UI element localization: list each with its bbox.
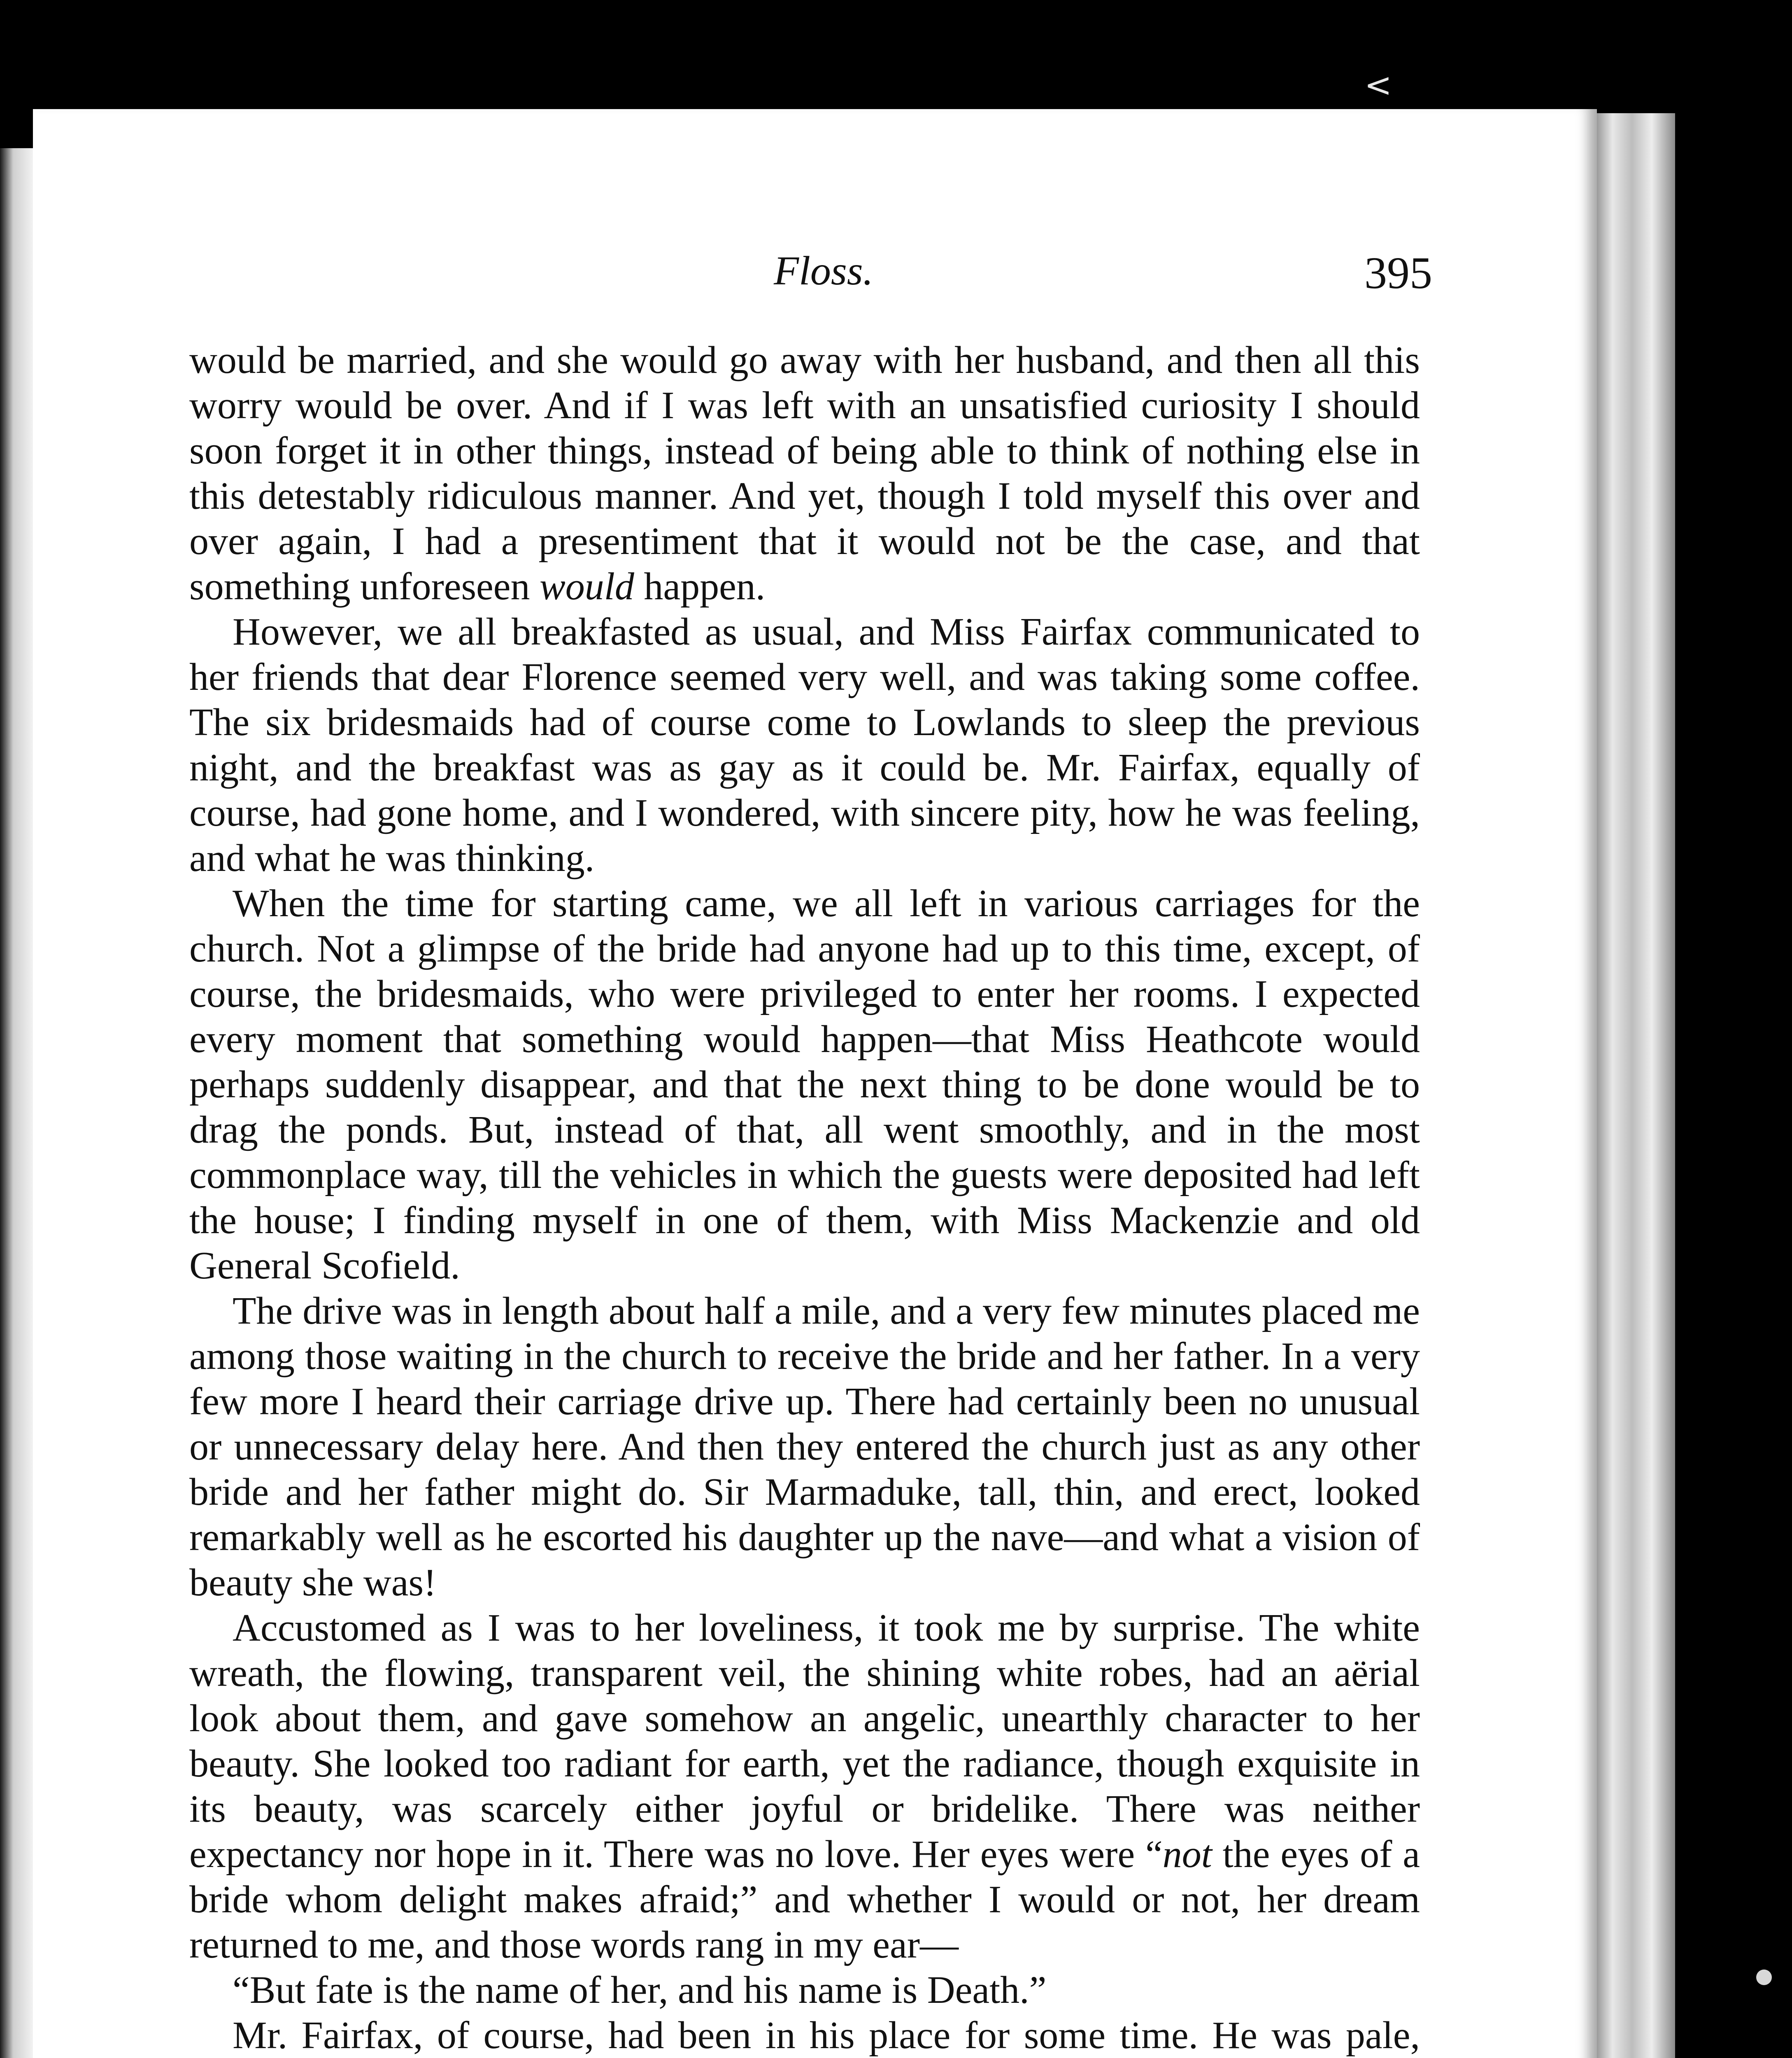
paragraph-2	[189, 609, 1420, 881]
running-title: Floss.	[774, 248, 873, 293]
scan-dot	[1756, 1970, 1772, 1985]
paragraph-text: The drive was in length about half a mile, and a very few minutes placed me among those waiting in the church to receive the bride and her father. In a very few more I heard their carriage drive up. There had certainly been no unusual or unnecessary delay here. And then they entered the church just as any other bride and her father might do. Sir Marmaduke, tall, thin, and erect, looked remarkably well as he escorted his daughter up the nave—and what a vision of beauty she was!	[189, 1290, 1420, 1604]
paragraph-1	[189, 338, 1420, 609]
paragraph-emphasis: would	[540, 565, 634, 608]
paragraph-3	[189, 881, 1420, 1288]
corner-mark: <	[1364, 66, 1392, 104]
paragraph-text: However, we all breakfasted as usual, and Miss Fairfax communicated to her friends that dear Florence seemed very well, and was taking some coffee. The six bridesmaids had of course come to Lowlands to sleep the previous night, and the breakfast was as gay as it could be. Mr. Fairfax, equally of course, had gone home, and I wondered, with sincere pity, how he was feeling, and what he was thinking.	[189, 610, 1420, 880]
paragraph-text: Mr. Fairfax, of course, had been in his place for some time. He was pale,	[233, 2014, 1420, 2057]
paragraph-5	[189, 1605, 1420, 1967]
paragraph-text: When the time for starting came, we all left in various carriages for the church. Not a glimpse of the bride had anyone had up to this time, except, of course, the bridesmaids, who were privileged to enter her rooms. I expected every moment that something would happen—that Miss Heathcote would perhaps suddenly disappear, and that the next thing to be done would be to drag the ponds. But, instead of that, all went smoothly, and in the most commonplace way, till the vehicles in which the guests were deposited had left the house; I finding myself in one of them, with Miss Mackenzie and old General Scofield.	[189, 882, 1420, 1287]
paragraph-6-quote	[189, 1967, 1420, 2013]
body-text	[189, 338, 1420, 2058]
paragraph-text: happen.	[634, 565, 766, 608]
paragraph-emphasis: not	[1162, 1833, 1212, 1876]
page-number: 395	[1364, 248, 1432, 298]
paragraph-text: would be married, and she would go away with her husband, and then all this worry would be over. And if I was left with an unsatisfied curiosity I should soon forget it in other things, instead of being able to think of nothing else in this detestably ridiculous manner. And yet, though I told myself this over and over again, I had a presentiment that it would not be the case, and that something unforeseen	[189, 339, 1420, 608]
paragraph-text: Accustomed as I was to her loveliness, it took me by surprise. The white wreath, the flowing, transparent veil, the shining white robes, had an aërial look about them, and gave somehow an angelic, unearthly character to her beauty. She looked too radiant for earth, yet the radiance, though exquisite in its beauty, was scarcely either joyful or bridelike. There was neither expectancy nor hope in it. There was no love. Her eyes were “	[189, 1606, 1420, 1876]
paragraph-4	[189, 1288, 1420, 1605]
book-spine-shadow	[0, 148, 33, 2058]
page-edge	[1597, 113, 1675, 2058]
paragraph-text: “But fate is the name of her, and his name is Death.”	[233, 1969, 1047, 2011]
paragraph-text: the eyes of a bride whom delight makes afraid;” and whether I would or not, her dream returned to me, and those words rang in my ear—	[189, 1833, 1420, 1966]
paragraph-7	[189, 2013, 1420, 2058]
page-header	[198, 247, 1432, 317]
